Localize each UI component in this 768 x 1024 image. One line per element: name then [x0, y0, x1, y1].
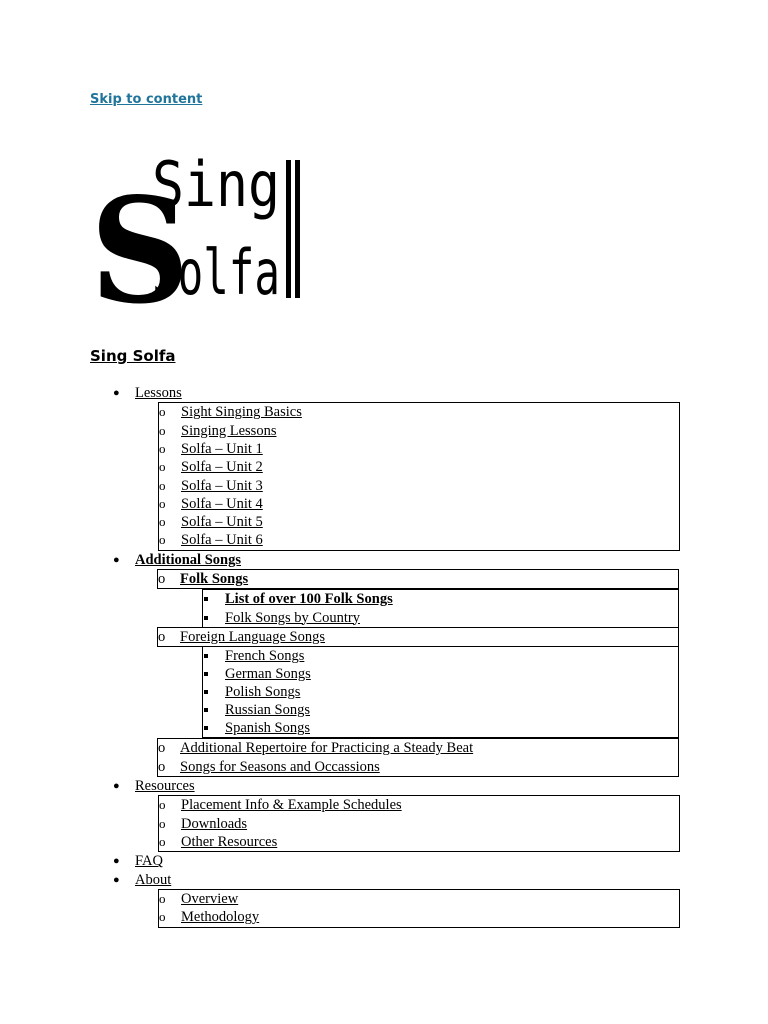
- submenu-item-seasons: [158, 758, 678, 777]
- submenu-lessons: [158, 402, 680, 550]
- seasons-row: [157, 758, 679, 777]
- link-other-resources[interactable]: Other Resources: [181, 834, 278, 851]
- menu-item-about: [90, 871, 690, 928]
- link-solfa-unit-6[interactable]: Solfa – Unit 6: [181, 532, 263, 549]
- circle-bullet-icon: o: [158, 571, 166, 588]
- subsubmenu-item: [203, 647, 678, 665]
- submenu-item: [159, 531, 679, 549]
- submenu-item-foreign-language: [158, 627, 678, 739]
- link-russian-songs[interactable]: Russian Songs: [225, 702, 311, 719]
- square-bullet-icon: [204, 726, 208, 730]
- link-sight-singing-basics[interactable]: Sight Singing Basics: [181, 404, 302, 421]
- subsubmenu-item: [203, 701, 678, 719]
- circle-bullet-icon: o: [159, 834, 166, 850]
- circle-bullet-icon: o: [158, 758, 166, 775]
- link-spanish-songs[interactable]: Spanish Songs: [225, 720, 311, 737]
- submenu-item: [159, 495, 679, 513]
- link-methodology[interactable]: Methodology: [181, 909, 260, 926]
- foreign-language-row: [157, 627, 679, 647]
- site-title[interactable]: Sing Solfa: [90, 347, 176, 365]
- submenu-item: [159, 815, 679, 833]
- submenu-foreign-language: [202, 647, 679, 738]
- circle-bullet-icon: o: [158, 740, 166, 757]
- circle-bullet-icon: o: [159, 909, 166, 925]
- subsubmenu-item: [203, 609, 678, 627]
- link-list-of-folk-songs[interactable]: List of over 100 Folk Songs: [225, 591, 393, 608]
- steady-beat-row: [157, 738, 679, 757]
- logo-bar-2: [295, 160, 300, 298]
- bullet-icon: ●: [113, 553, 120, 566]
- circle-bullet-icon: o: [159, 815, 166, 831]
- menu-link-resources[interactable]: Resources: [135, 778, 195, 795]
- submenu-item: [159, 458, 679, 476]
- square-bullet-icon: [204, 708, 208, 712]
- link-songs-for-seasons[interactable]: Songs for Seasons and Occassions: [180, 758, 380, 775]
- link-french-songs[interactable]: French Songs: [225, 647, 305, 664]
- submenu-item: [159, 833, 679, 851]
- link-placement-info[interactable]: Placement Info & Example Schedules: [181, 797, 402, 814]
- submenu-item-folk-songs: [158, 569, 678, 627]
- circle-bullet-icon: o: [159, 495, 166, 511]
- folk-songs-row: [157, 569, 679, 589]
- sing-solfa-logo[interactable]: [90, 144, 310, 337]
- square-bullet-icon: [204, 672, 208, 676]
- link-solfa-unit-4[interactable]: Solfa – Unit 4: [181, 495, 263, 512]
- link-foreign-language-songs[interactable]: Foreign Language Songs: [180, 628, 325, 645]
- link-solfa-unit-3[interactable]: Solfa – Unit 3: [181, 477, 263, 494]
- logo-initial: S: [90, 166, 190, 337]
- skip-to-content-link[interactable]: Skip to content: [90, 92, 203, 107]
- circle-bullet-icon: o: [159, 441, 166, 456]
- circle-bullet-icon: o: [159, 532, 166, 548]
- subsubmenu-item: [203, 683, 678, 701]
- menu-item-additional-songs: [90, 551, 690, 777]
- circle-bullet-icon: o: [159, 477, 166, 493]
- submenu-item: [159, 422, 679, 440]
- circle-bullet-icon: o: [159, 459, 166, 475]
- link-folk-songs[interactable]: Folk Songs: [180, 571, 249, 588]
- subsubmenu-item: [203, 719, 678, 737]
- link-polish-songs[interactable]: Polish Songs: [225, 684, 301, 701]
- main-menu: [90, 384, 690, 928]
- submenu-item: [159, 796, 679, 814]
- logo-line2: Solfa: [152, 236, 280, 309]
- link-german-songs[interactable]: German Songs: [225, 666, 311, 683]
- link-overview[interactable]: Overview: [181, 891, 239, 908]
- link-solfa-unit-5[interactable]: Solfa – Unit 5: [181, 514, 263, 531]
- subsubmenu-item: [203, 665, 678, 683]
- submenu-additional-songs: [158, 569, 678, 777]
- bullet-icon: ●: [113, 387, 120, 399]
- menu-link-lessons[interactable]: Lessons: [135, 385, 182, 401]
- link-solfa-unit-1[interactable]: Solfa – Unit 1: [181, 441, 263, 457]
- link-steady-beat[interactable]: Additional Repertoire for Practicing a Steady Beat: [180, 740, 474, 757]
- submenu-item: [159, 908, 679, 926]
- menu-link-about[interactable]: About: [135, 871, 172, 888]
- circle-bullet-icon: o: [159, 422, 166, 438]
- submenu-item: [159, 440, 679, 458]
- submenu-item: [159, 477, 679, 495]
- square-bullet-icon: [204, 597, 208, 601]
- submenu-resources: [158, 795, 680, 852]
- circle-bullet-icon: o: [159, 797, 166, 813]
- subsubmenu-item: [203, 590, 678, 608]
- circle-bullet-icon: o: [159, 514, 166, 530]
- circle-bullet-icon: o: [159, 404, 166, 420]
- square-bullet-icon: [204, 690, 208, 694]
- square-bullet-icon: [204, 654, 208, 658]
- link-downloads[interactable]: Downloads: [181, 815, 248, 832]
- menu-item-faq: [90, 852, 690, 870]
- bullet-icon: ●: [113, 780, 120, 793]
- menu-item-lessons: [90, 384, 690, 551]
- logo-line1: Sing: [152, 148, 280, 221]
- circle-bullet-icon: o: [158, 628, 166, 645]
- menu-item-resources: [90, 777, 690, 852]
- submenu-item: [159, 890, 679, 908]
- menu-link-additional-songs[interactable]: Additional Songs: [135, 551, 241, 568]
- circle-bullet-icon: o: [159, 891, 166, 907]
- bullet-icon: ●: [113, 855, 120, 868]
- submenu-about: [158, 889, 680, 928]
- link-singing-lessons[interactable]: Singing Lessons: [181, 422, 277, 439]
- primary-navigation: [90, 384, 690, 928]
- submenu-item-steady-beat: [158, 738, 678, 757]
- submenu-item: [159, 403, 679, 421]
- link-solfa-unit-2[interactable]: Solfa – Unit 2: [181, 459, 263, 476]
- submenu-item: [159, 513, 679, 531]
- link-folk-songs-by-country[interactable]: Folk Songs by Country: [225, 609, 360, 626]
- submenu-folk-songs: [202, 589, 679, 627]
- square-bullet-icon: [204, 616, 208, 620]
- logo-bar-1: [286, 160, 291, 298]
- bullet-icon: ●: [113, 873, 120, 886]
- menu-link-faq[interactable]: FAQ: [135, 853, 163, 870]
